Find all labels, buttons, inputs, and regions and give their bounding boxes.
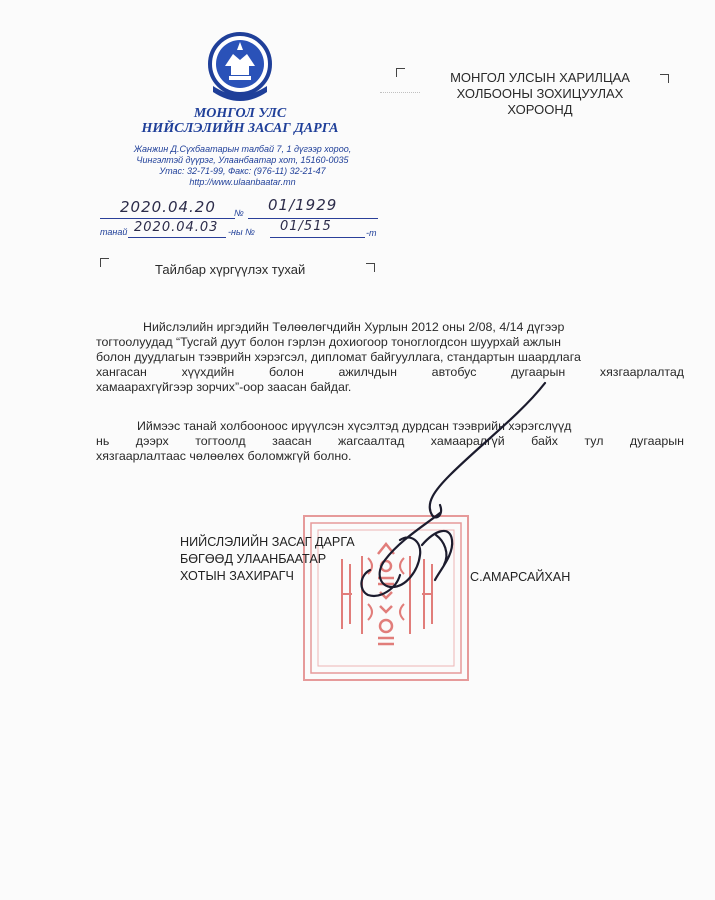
subject-bracket-left [100, 258, 109, 267]
subject-bracket-right [366, 263, 375, 272]
number-label: № [234, 208, 244, 218]
paragraph1-line4: хангасан хүүхдийн болон ажилчдын автобус дугаарын хязгаарлалтад [96, 365, 684, 379]
phone-line: Утас: 32-71-99, Факс: (976-11) 32-21-47 [159, 166, 326, 176]
your-date-underline [128, 237, 226, 238]
paragraph2-line3: хязгаарлалтаас чөлөөлөх боломжгүй болно. [96, 449, 352, 463]
address-line1: Жанжин Д.Сүхбаатарын талбай 7, 1 дүгээр хороо, [133, 144, 352, 154]
subject-line: Тайлбар хүргүүлэх тухай [155, 262, 306, 277]
handwritten-signature-icon [340, 375, 570, 605]
addressee-bracket-right [660, 74, 669, 83]
signer-title-line2: БӨГӨӨД УЛААНБААТАР [180, 552, 327, 566]
paragraph2-line2: нь дээрх тогтоолд заасан жагсаалтад хамааралгүй байх тул дугаарын [96, 434, 684, 448]
signer-title-line1: НИЙСЛЭЛИЙН ЗАСАГ ДАРГА [180, 535, 355, 549]
addressee-line3: ХОРООНД [507, 102, 573, 117]
mongolia-state-emblem-icon [207, 30, 273, 106]
paragraph1-line3: болон дуудлагын тээврийн хэрэгсэл, дипломат байгууллага, стандартын шаардлага [96, 350, 581, 364]
addressee-line2: ХОЛБООНЫ ЗОХИЦУУЛАХ [456, 86, 624, 101]
decorative-dots [380, 92, 420, 93]
letter-number: 01/1929 [268, 196, 338, 214]
letter-date: 2020.04.20 [120, 198, 216, 216]
paragraph1-line2: тогтоолуудад “Тусгай дуут болон гэрлэн дохиогоор тоноглогдсон шуурхай ажлын [96, 335, 562, 349]
address-line2: Чингэлтэй дүүрэг, Улаанбаатар хот, 15160-0035 [136, 155, 349, 165]
addressee-bracket-left [396, 68, 405, 77]
website-link: http://www.ulaanbaatar.mn [189, 177, 296, 187]
reference-suffix: -т [366, 228, 377, 238]
your-label: танай [100, 227, 128, 237]
paragraph1-line5: хамаарахгүйгээр зорчих”-оор заасан байдаг. [96, 380, 352, 394]
paragraph1-line1: Нийслэлийн иргэдийн Төлөөлөгчдийн Хурлын 2012 оны 2/08, 4/14 дүгээр [143, 320, 565, 334]
your-number-label: -ны № [228, 227, 255, 237]
org-name-line2: НИЙСЛЭЛИЙН ЗАСАГ ДАРГА [141, 121, 339, 136]
your-number-underline [270, 237, 365, 238]
addressee [420, 70, 660, 118]
signer-title [180, 534, 355, 585]
addressee-line1: МОНГОЛ УЛСЫН ХАРИЛЦАА [450, 70, 630, 85]
organization-title [100, 106, 380, 136]
signer-title-line3: ХОТЫН ЗАХИРАГЧ [180, 569, 294, 583]
org-name-line1: МОНГОЛ УЛС [193, 106, 287, 121]
your-date: 2020.04.03 [134, 220, 219, 235]
signer-name: С.АМАРСАЙХАН [470, 570, 571, 584]
date-underline [100, 218, 235, 219]
paragraph2-line1: Иймээс танай холбооноос ирүүлсэн хүсэлтэд дурдсан тээврийн хэрэгслүүд [137, 419, 572, 433]
organization-contact [110, 144, 375, 188]
your-number: 01/515 [280, 219, 332, 234]
